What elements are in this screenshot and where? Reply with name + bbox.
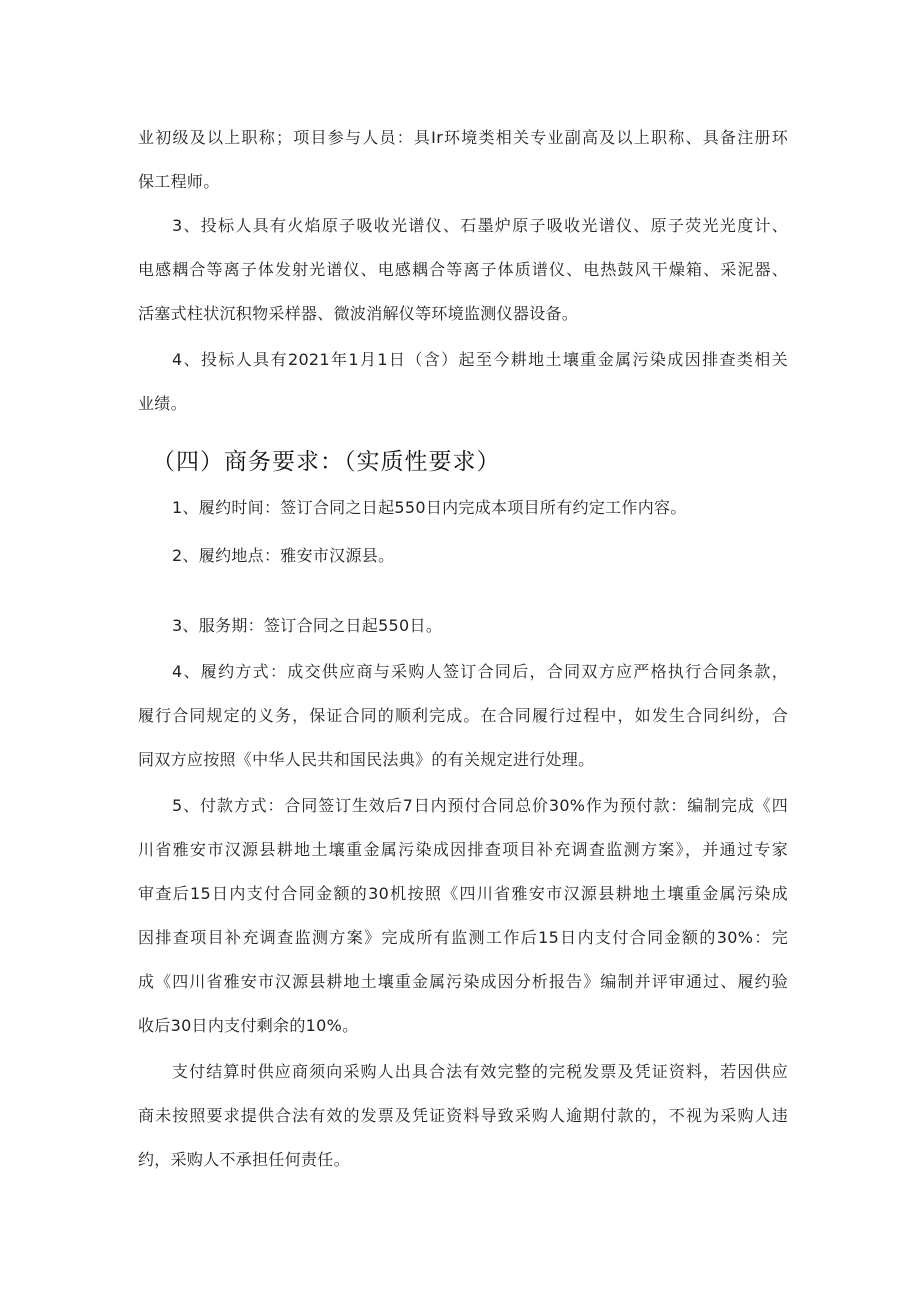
paragraph-line: 1、履约时间：签订合同之日起550日内完成本项目所有约定工作内容。 <box>172 498 687 517</box>
paragraph-line: 商未按照要求提供合法有效的发票及凭证资料导致采购人逾期付款的，不视为采购人违 <box>138 1106 788 1125</box>
paragraph-line: 业初级及以上职称；项目参与人员：具Ir环境类相关专业副高及以上职称、具备注册环 <box>138 128 788 147</box>
paragraph-line: 3、投标人具有火焰原子吸收光谱仪、石墨炉原子吸收光谱仪、原子荧光光度计、 <box>172 216 788 235</box>
section-heading: （四）商务要求：（实质性要求） <box>152 449 501 475</box>
paragraph-line: 成《四川省雅安市汉源县耕地土壤重金属污染成因分析报告》编制并评审通过、履约验 <box>138 972 788 991</box>
paragraph-line: 电感耦合等离子体发射光谱仪、电感耦合等离子体质谱仪、电热鼓风干燥箱、采泥器、 <box>138 260 788 279</box>
paragraph-line: 4、履约方式：成交供应商与采购人签订合同后，合同双方应严格执行合同条款， <box>172 662 788 681</box>
paragraph-line: 3、服务期：签订合同之日起550日。 <box>172 616 443 635</box>
paragraph-line: 保工程师。 <box>138 172 220 191</box>
paragraph-line: 审查后15日内支付合同金额的30机按照《四川省雅安市汉源县耕地土壤重金属污染成 <box>138 884 788 903</box>
paragraph-line: 4、投标人具有2021年1月1日（含）起至今耕地土壤重金属污染成因排查类相关 <box>172 350 788 369</box>
paragraph-line: 活塞式柱状沉积物采样器、微波消解仪等环境监测仪器设备。 <box>138 304 579 323</box>
paragraph-line: 支付结算时供应商须向采购人出具合法有效完整的完税发票及凭证资料，若因供应 <box>172 1062 788 1081</box>
paragraph-line: 履行合同规定的义务，保证合同的顺利完成。在合同履行过程中，如发生合同纠纷，合 <box>138 706 788 725</box>
paragraph-line: 因排查项目补充调查监测方案》完成所有监测工作后15日内支付合同金额的30%：完 <box>138 928 788 947</box>
paragraph-line: 5、付款方式：合同签订生效后7日内预付合同总价30%作为预付款：编制完成《四 <box>172 796 788 815</box>
paragraph-line: 收后30日内支付剩余的10%。 <box>138 1016 359 1035</box>
paragraph-line: 约，采购人不承担任何责任。 <box>138 1150 350 1169</box>
paragraph-line: 同双方应按照《中华人民共和国民法典》的有关规定进行处理。 <box>138 750 595 769</box>
paragraph-line: 业绩。 <box>138 394 187 413</box>
paragraph-line: 川省雅安市汉源县耕地土壤重金属污染成因排查项目补充调查监测方案》，并通过专家 <box>138 840 788 859</box>
paragraph-line: 2、履约地点：雅安市汉源县。 <box>172 546 395 565</box>
